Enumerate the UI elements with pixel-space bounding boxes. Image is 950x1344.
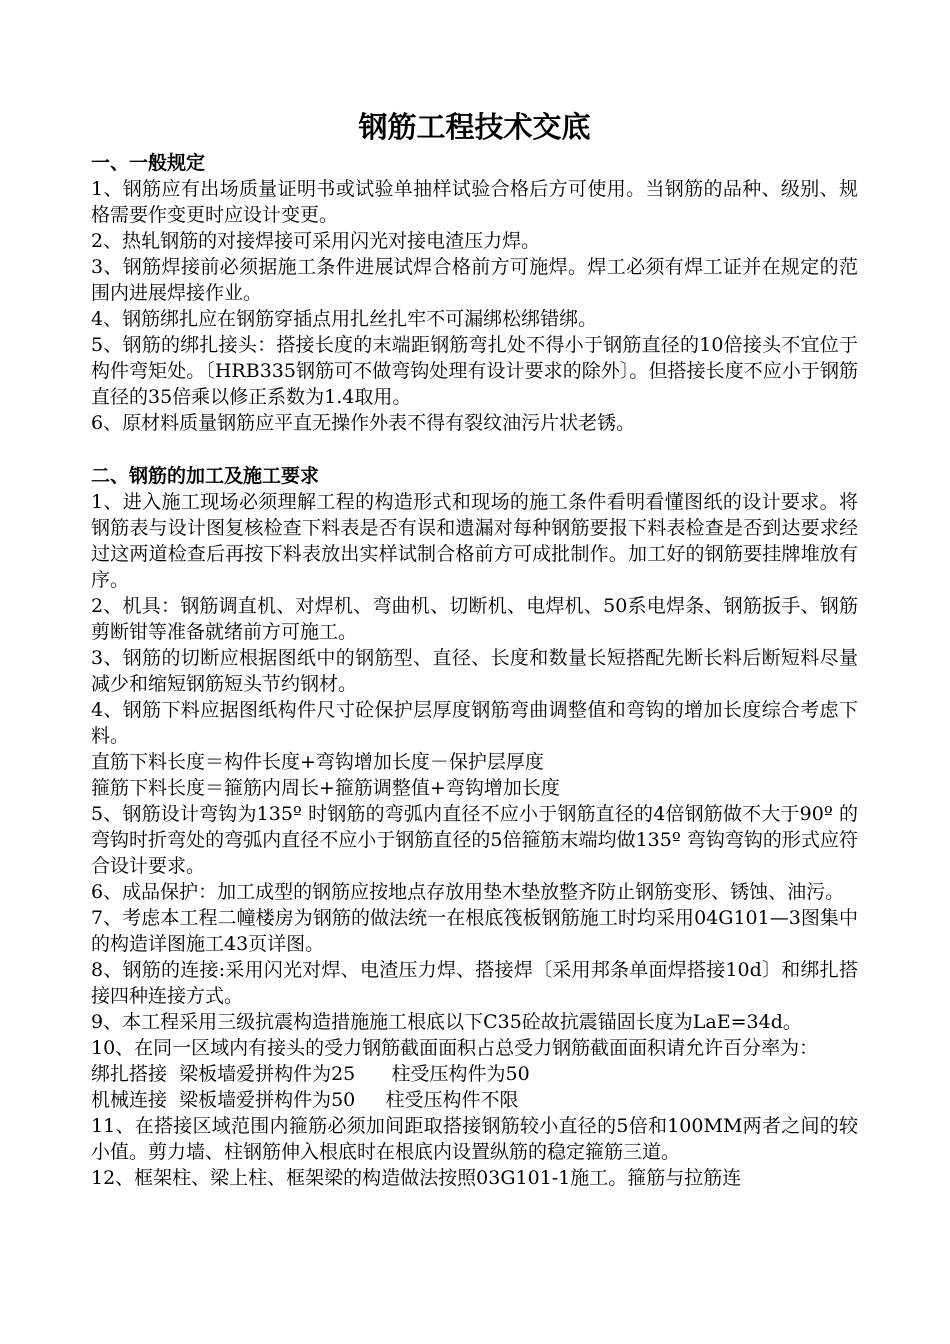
paragraph: 3、钢筋焊接前必须据施工条件进展试焊合格前方可施焊。焊工必须有焊工证并在规定的范围内进展焊接作业。 [91, 256, 858, 304]
paragraph: 1、进入施工现场必须理解工程的构造形式和现场的施工条件看明看懂图纸的设计要求。将钢筋表与设计图复核检查下料表是否有误和遗漏对每种钢筋要报下料表检查是否到达要求经过这两道检查后再按下料表放出实样试制合格前方可成批制作。加工好的钢筋要挂牌堆放有序。 [91, 491, 858, 591]
formula-line: 直筋下料长度＝构件长度+弯钩增加长度－保护层厚度 [91, 751, 544, 773]
paragraph: 10、在同一区域内有接头的受力钢筋截面面积占总受力钢筋截面面积请允许百分率为： [91, 1037, 819, 1059]
paragraph: 5、钢筋设计弯钩为135º 时钢筋的弯弧内直径不应小于钢筋直径的4倍钢筋做不大于90º 的弯钩时折弯处的弯弧内直径不应小于钢筋直径的5倍箍筋末端均做135º 弯钩弯钩的形式应符合设计要求。 [91, 803, 858, 877]
paragraph: 4、钢筋下料应据图纸构件尺寸砼保护层厚度钢筋弯曲调整值和弯钩的增加长度综合考虑下料。 [91, 699, 858, 747]
ratio-line: 绑扎搭接 梁板墙爱拼构件为25 柱受压构件为50 [91, 1063, 530, 1085]
paragraph: 6、成品保护：加工成型的钢筋应按地点存放用垫木垫放整齐防止钢筋变形、锈蚀、油污。 [91, 881, 845, 903]
section-general-rules [91, 150, 858, 436]
paragraph: 5、钢筋的绑扎接头：搭接长度的末端距钢筋弯扎处不得小于钢筋直径的10倍接头不宜位于构件弯矩处。〔HRB335钢筋可不做弯钩处理有设计要求的除外〕。但搭接长度不应小于钢筋直径的35倍乘以修正系数为1.4取用。 [91, 334, 858, 408]
formula-line: 箍筋下料长度＝箍筋内周长+箍筋调整值+弯钩增加长度 [91, 777, 560, 799]
paragraph: 3、钢筋的切断应根据图纸中的钢筋型、直径、长度和数量长短搭配先断长料后断短料尽量减少和缩短钢筋短头节约钢材。 [91, 647, 858, 695]
paragraph: 12、框架柱、梁上柱、框架梁的构造做法按照03G101-1施工。箍筋与拉筋连 [91, 1167, 742, 1189]
section-spacer [91, 436, 858, 463]
paragraph: 2、热轧钢筋的对接焊接可采用闪光对接电渣压力焊。 [91, 230, 541, 252]
section-heading: 一、一般规定 [91, 152, 206, 174]
section-heading: 二、钢筋的加工及施工要求 [91, 465, 320, 487]
paragraph: 2、机具：钢筋调直机、对焊机、弯曲机、切断机、电焊机、50系电焊条、钢筋扳手、钢筋剪断钳等准备就绪前方可施工。 [91, 595, 858, 643]
section-processing-requirements [91, 463, 858, 1191]
paragraph: 1、钢筋应有出场质量证明书或试验单抽样试验合格后方可使用。当钢筋的品种、级别、规格需要作变更时应设计变更。 [91, 178, 858, 226]
paragraph: 4、钢筋绑扎应在钢筋穿插点用扎丝扎牢不可漏绑松绑错绑。 [91, 308, 598, 330]
paragraph: 9、本工程采用三级抗震构造措施施工根底以下C35砼故抗震锚固长度为LaE=34d。 [91, 1011, 802, 1033]
ratio-line: 机械连接 梁板墙爱拼构件为50 柱受压构件不限 [91, 1089, 519, 1111]
paragraph: 8、钢筋的连接:采用闪光对焊、电渣压力焊、搭接焊〔采用邦条单面焊搭接10d〕和绑扎搭接四种连接方式。 [91, 959, 858, 1007]
paragraph: 6、原材料质量钢筋应平直无操作外表不得有裂纹油污片状老锈。 [91, 412, 636, 434]
document-title: 钢筋工程技术交底 [358, 110, 591, 144]
paragraph: 11、在搭接区域范围内箍筋必须加间距取搭接钢筋较小直径的5倍和100MM两者之间的较小值。剪力墙、柱钢筋伸入根底时在根底内设置纵筋的稳定箍筋三道。 [91, 1115, 858, 1163]
paragraph: 7、考虑本工程二幢楼房为钢筋的做法统一在根底筏板钢筋施工时均采用04G101—3图集中的构造详图施工43页详图。 [91, 907, 858, 955]
